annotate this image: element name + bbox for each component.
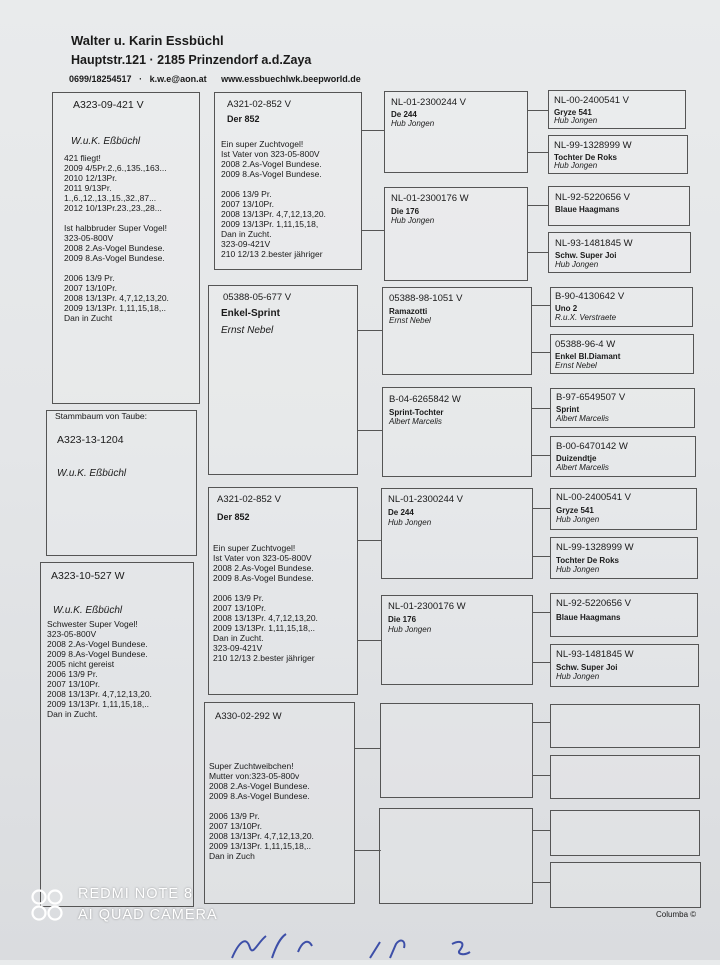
- connector-line: [533, 612, 550, 613]
- gggp-card-empty: [550, 810, 700, 856]
- ring-number: 05388-96-4 W: [555, 339, 616, 350]
- owner: Hub Jongen: [554, 161, 598, 170]
- pigeon-name: Gryze 541: [556, 506, 594, 515]
- connector-line: [533, 722, 550, 723]
- subject-card: [46, 410, 197, 556]
- brand-label: Columba ©: [656, 910, 697, 919]
- owner: Hub Jongen: [554, 116, 598, 125]
- ggp-card: [382, 287, 532, 375]
- owner: Hub Jongen: [556, 672, 600, 681]
- pigeon-name: Der 852: [217, 512, 250, 522]
- grandfather-paternal-card: [214, 92, 362, 270]
- pigeon-name: Sprint-Tochter: [389, 408, 444, 417]
- pedigree-label: Stammbaum von Taube:: [55, 411, 147, 421]
- grandmother-paternal-card: [208, 285, 358, 475]
- owner: Ernst Nebel: [221, 325, 274, 336]
- ring-number: NL-99-1328999 W: [556, 542, 634, 553]
- ring-number: 05388-05-677 V: [223, 292, 292, 303]
- owner: Ernst Nebel: [389, 316, 431, 325]
- ring-number: A323-10-527 W: [51, 570, 125, 582]
- ring-number: B-90-4130642 V: [555, 291, 625, 302]
- pigeon-name: Tochter De Roks: [556, 556, 619, 565]
- ring-number: NL-00-2400541 V: [556, 492, 631, 503]
- pigeon-name: Sprint: [556, 405, 580, 414]
- grandmother-maternal-card: [204, 702, 355, 904]
- connector-line: [362, 130, 384, 131]
- connector-line: [533, 508, 550, 509]
- connector-line: [532, 408, 550, 409]
- ring-number: A330-02-292 W: [215, 711, 282, 722]
- connector-line: [532, 352, 550, 353]
- owner: Albert Marcelis: [556, 414, 609, 423]
- ring-number: B-00-6470142 W: [556, 441, 628, 452]
- ring-number: NL-93-1481845 W: [556, 649, 634, 660]
- pigeon-name: Gryze 541: [554, 108, 592, 117]
- pigeon-name: Tochter De Roks: [554, 153, 617, 162]
- owner: W.u.K. Eßbüchl: [71, 136, 141, 147]
- connector-line: [358, 330, 382, 331]
- pigeon-name: De 244: [391, 110, 417, 119]
- ring-number: NL-92-5220656 V: [555, 192, 630, 203]
- ring-number: A321-02-852 V: [227, 99, 291, 110]
- gggp-card-empty: [550, 704, 700, 748]
- connector-line: [355, 850, 381, 851]
- connector-line: [533, 775, 550, 776]
- connector-line: [358, 540, 382, 541]
- pigeon-name: Ramazotti: [389, 307, 428, 316]
- ring-number: A323-09-421 V: [73, 99, 144, 111]
- pigeon-name: De 244: [388, 508, 414, 517]
- breeder-address: Hauptstr.121 · 2185 Prinzendorf a.d.Zaya: [71, 53, 312, 67]
- gggp-card: [548, 232, 691, 273]
- pigeon-name: Duizendtje: [556, 454, 597, 463]
- ring-number: NL-93-1481845 W: [555, 238, 633, 249]
- ring-number: NL-01-2300176 W: [391, 193, 469, 204]
- connector-line: [358, 430, 382, 431]
- gggp-card: [550, 388, 695, 428]
- owner: Hub Jongen: [388, 518, 432, 527]
- ring-number: A323-13-1204: [57, 434, 124, 446]
- owner: Hub Jongen: [555, 260, 599, 269]
- connector-line: [362, 230, 384, 231]
- performance-notes: 421 fliegt! 2009 4/5Pr.2.,6.,135.,163... 2010 12/13Pr. 2011 9/13Pr. 1.,6.,12.,13.,15.,32.,87... 2012 10/13Pr.23.,23.,28... Ist halbbruder Super Vogel! 323-05-800V 2008 2.As-Vogel Bundese. 2009 8.As-Vogel Bundese. 2006 13/9 Pr. 2007 13/10Pr. 2008 13/13Pr. 4,7,12,13,20. 2009 13/13Pr. 1,11,15,18,.. Dan in Zucht: [64, 153, 169, 323]
- camera-logo-icon: [30, 888, 66, 924]
- pigeon-name: Blaue Haagmans: [556, 613, 621, 622]
- ring-number: NL-01-2300244 V: [391, 97, 466, 108]
- performance-notes: Super Zuchtweibchen! Mutter von:323-05-800v 2008 2.As-Vogel Bundese. 2009 8.As-Vogel Bundese. 2006 13/9 Pr. 2007 13/10Pr. 2008 13/13Pr. 4,7,12,13,20. 2009 13/13Pr. 1,11,15,18,.. Dan in Zuch: [209, 761, 314, 861]
- gggp-card-empty: [550, 862, 701, 908]
- ggp-card-empty: [379, 808, 533, 904]
- connector-line: [528, 110, 548, 111]
- owner: Hub Jongen: [556, 515, 600, 524]
- ring-number: B-97-6549507 V: [556, 392, 626, 403]
- pigeon-name: Die 176: [391, 207, 420, 216]
- watermark-model: REDMI NOTE 8: [78, 886, 194, 902]
- owner: Hub Jongen: [391, 216, 435, 225]
- connector-line: [528, 252, 548, 253]
- performance-notes: Ein super Zuchtvogel! Ist Vater von 323-05-800V 2008 2.As-Vogel Bundese. 2009 8.As-Vogel Bundese. 2006 13/9 Pr. 2007 13/10Pr. 2008 13/13Pr. 4,7,12,13,20. 2009 13/13Pr. 1,11,15,18, Dan in Zucht. 323-09-421V 210 12/13 2.bester jähriger: [221, 139, 326, 259]
- owner: Hub Jongen: [556, 565, 600, 574]
- breeder-contact: [69, 74, 361, 84]
- separator: ·: [139, 74, 143, 84]
- connector-line: [533, 662, 550, 663]
- pigeon-name: Blaue Haagmans: [555, 205, 620, 214]
- watermark-camera: AI QUAD CAMERA: [78, 907, 218, 923]
- gggp-card-empty: [550, 755, 700, 799]
- connector-line: [533, 830, 550, 831]
- connector-line: [358, 640, 382, 641]
- website: www.essbuechlwk.beepworld.de: [221, 74, 361, 84]
- pigeon-name: Schw. Super Joi: [556, 663, 618, 672]
- breeder-name: Walter u. Karin Essbüchl: [71, 33, 224, 48]
- gggp-card: [550, 593, 698, 637]
- gggp-card: [548, 186, 690, 226]
- pigeon-name: Enkel Bl.Diamant: [555, 352, 621, 361]
- pigeon-name: Der 852: [227, 114, 260, 124]
- owner: Albert Marcelis: [556, 463, 609, 472]
- performance-notes: Ein super Zuchtvogel! Ist Vater von 323-05-800V 2008 2.As-Vogel Bundese. 2009 8.As-Vogel Bundese. 2006 13/9 Pr. 2007 13/10Pr. 2008 13/13Pr. 4,7,12,13,20. 2009 13/13Pr. 1,11,15,18,.. Dan in Zucht. 323-09-421V 210 12/13 2.bester jähriger: [213, 543, 318, 663]
- email: k.w.e@aon.at: [149, 74, 207, 84]
- connector-line: [355, 748, 381, 749]
- ring-number: 05388-98-1051 V: [389, 293, 463, 304]
- gggp-card: [548, 90, 686, 129]
- ring-number: A321-02-852 V: [217, 494, 281, 505]
- owner: W.u.K. Eßbüchl: [53, 605, 123, 616]
- ggp-card-empty: [380, 703, 533, 798]
- pigeon-name: Die 176: [388, 615, 417, 624]
- owner: Hub Jongen: [388, 625, 432, 634]
- gggp-card: [550, 537, 698, 579]
- connector-line: [532, 455, 550, 456]
- grandfather-maternal-card: [208, 487, 358, 695]
- owner: W.u.K. Eßbüchl: [57, 468, 127, 479]
- pigeon-name: Uno 2: [555, 304, 578, 313]
- phone: 0699/18254517: [69, 74, 132, 84]
- gggp-card: [550, 334, 694, 374]
- ring-number: B-04-6265842 W: [389, 394, 461, 405]
- performance-notes: Schwester Super Vogel! 323-05-800V 2008 2.As-Vogel Bundese. 2009 8.As-Vogel Bundese. 2005 nicht gereist 2006 13/9 Pr. 2007 13/10Pr. 2008 13/13Pr. 4,7,12,13,20. 2009 13/13Pr. 1,11,15,18,.. Dan in Zucht.: [47, 619, 152, 719]
- gggp-card: [550, 436, 696, 477]
- connector-line: [532, 305, 550, 306]
- mother-card: [40, 562, 194, 907]
- owner: Ernst Nebel: [555, 361, 597, 370]
- ring-number: NL-00-2400541 V: [554, 95, 629, 106]
- father-card: [52, 92, 200, 404]
- connector-line: [533, 882, 550, 883]
- ggp-card: [382, 387, 532, 477]
- connector-line: [533, 556, 550, 557]
- ggp-card: [384, 187, 528, 281]
- ggp-card: [384, 91, 528, 173]
- ggp-card: [381, 488, 533, 579]
- ring-number: NL-01-2300244 V: [388, 494, 463, 505]
- gggp-card: [550, 644, 699, 687]
- pigeon-name: Schw. Super Joi: [555, 251, 617, 260]
- owner: R.u.X. Verstraete: [555, 313, 617, 322]
- connector-line: [528, 152, 548, 153]
- handwriting-scribble: [220, 922, 480, 960]
- owner: Albert Marcelis: [389, 417, 442, 426]
- ring-number: NL-92-5220656 V: [556, 598, 631, 609]
- gggp-card: [548, 135, 688, 174]
- ggp-card: [381, 595, 533, 685]
- gggp-card: [550, 488, 697, 530]
- connector-line: [528, 205, 548, 206]
- owner: Hub Jongen: [391, 119, 435, 128]
- pigeon-name: Enkel-Sprint: [221, 308, 280, 319]
- gggp-card: [550, 287, 693, 327]
- ring-number: NL-99-1328999 W: [554, 140, 632, 151]
- ring-number: NL-01-2300176 W: [388, 601, 466, 612]
